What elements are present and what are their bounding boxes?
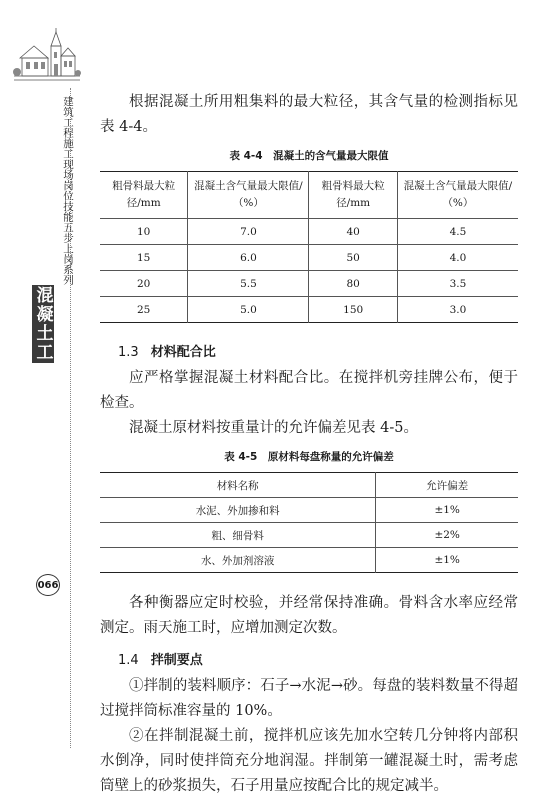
body-paragraph: ②在拌制混凝土前，搅拌机应该先加水空转几分钟将内部积水倒净，同时使拌筒充分地润湿。拌制第一罐混凝土时，需考虑筒壁上的砂浆损失，石子用量应按配合比的规定减半。 <box>100 728 518 794</box>
table-cell: 水泥、外加掺和料 <box>100 498 376 523</box>
table-cell: 25 <box>100 297 188 323</box>
table-cell: 10 <box>100 219 188 245</box>
table-cell: 80 <box>309 271 397 297</box>
table-4-4 <box>100 171 518 323</box>
table-cell: ±1% <box>376 498 518 523</box>
table-cell: 50 <box>309 245 397 271</box>
section-title: 材料配合比 <box>150 345 216 360</box>
table-cell: 7.0 <box>188 219 309 245</box>
body-paragraph: 混凝土原材料按重量计的允许偏差见表 4-5。 <box>129 420 418 436</box>
table-cell: 5.0 <box>188 297 309 323</box>
table-cell: 粗、细骨料 <box>100 523 376 548</box>
table-row <box>100 271 518 297</box>
table-4-4-caption: 表 4-4 混凝土的含气量最大限值 <box>229 150 389 162</box>
church-logo-icon <box>12 28 82 88</box>
table-row <box>100 548 518 573</box>
table-row <box>100 297 518 323</box>
table-header-cell: 允许偏差 <box>376 473 518 498</box>
table-4-5-caption: 表 4-5 原材料每盘称量的允许偏差 <box>224 451 394 463</box>
section-number: 1.3 <box>118 345 139 360</box>
section-heading-1-4 <box>118 649 518 668</box>
table-cell: ±1% <box>376 548 518 573</box>
section-number: 1.4 <box>118 653 139 668</box>
table-header-cell: 混凝土含气量最大限值/（%） <box>397 172 518 219</box>
table-cell: 3.0 <box>397 297 518 323</box>
page-number: 066 <box>36 574 60 596</box>
table-row <box>100 523 518 548</box>
body-paragraph: 应严格掌握混凝土材料配合比。在搅拌机旁挂牌公布，便于检查。 <box>100 370 518 411</box>
series-title: 建筑工程施工现场岗位技能五步上岗系列 <box>62 96 74 285</box>
table-header-cell: 粗骨料最大粒径/mm <box>100 172 188 219</box>
body-paragraph: ①拌制的装料顺序：石子→水泥→砂。每盘的装料数量不得超过搅拌筒标准容量的 10%。 <box>100 678 518 719</box>
section-heading-1-3 <box>118 341 518 360</box>
table-cell: 6.0 <box>188 245 309 271</box>
body-paragraph: 各种衡器应定时校验，并经常保持准确。骨料含水率应经常测定。雨天施工时，应增加测定次数。 <box>100 595 518 636</box>
book-title-badge: 混凝土工 <box>32 286 53 362</box>
table-cell: 3.5 <box>397 271 518 297</box>
table-4-5 <box>100 472 518 573</box>
table-cell: 4.5 <box>397 219 518 245</box>
table-row <box>100 219 518 245</box>
table-header-cell: 混凝土含气量最大限值/（%） <box>188 172 309 219</box>
table-header-row <box>100 172 518 219</box>
intro-paragraph: 根据混凝土所用粗集料的最大粒径，其含气量的检测指标见表 4-4。 <box>100 94 518 135</box>
table-cell: 水、外加剂溶液 <box>100 548 376 573</box>
table-cell: 4.0 <box>397 245 518 271</box>
section-title: 拌制要点 <box>150 653 203 668</box>
table-header-cell: 粗骨料最大粒径/mm <box>309 172 397 219</box>
page-content <box>100 90 518 799</box>
table-header-cell: 材料名称 <box>100 473 376 498</box>
table-row <box>100 245 518 271</box>
table-cell: 150 <box>309 297 397 323</box>
table-cell: ±2% <box>376 523 518 548</box>
table-cell: 40 <box>309 219 397 245</box>
table-cell: 5.5 <box>188 271 309 297</box>
table-cell: 15 <box>100 245 188 271</box>
table-header-row <box>100 473 518 498</box>
sidebar <box>0 0 88 750</box>
table-cell: 20 <box>100 271 188 297</box>
table-row <box>100 498 518 523</box>
